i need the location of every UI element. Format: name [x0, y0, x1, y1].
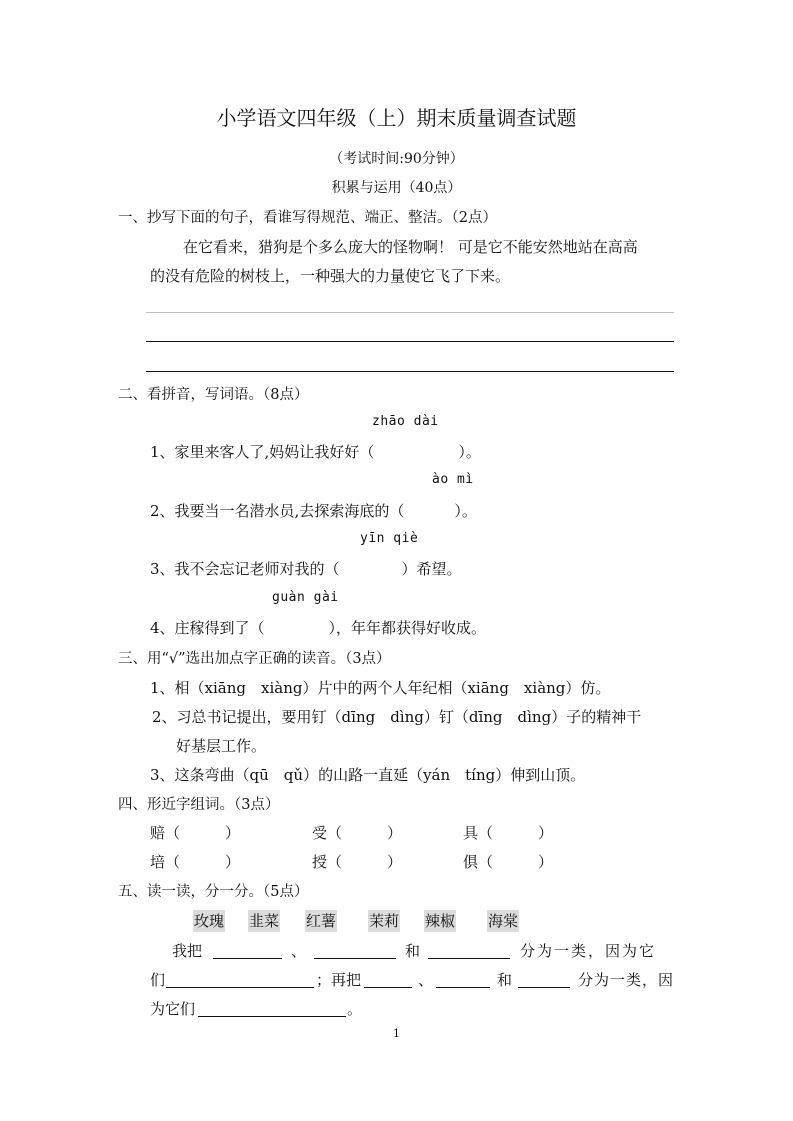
question-2-1-text: 1、家里来客人了,妈妈让我好好（	[150, 443, 375, 461]
page-number: 1	[393, 1027, 400, 1040]
question-2-4-text: 4、庄稼得到了（	[150, 619, 265, 637]
classify-blank-8[interactable]	[198, 1000, 346, 1019]
writing-line-3[interactable]	[146, 371, 674, 372]
classify-line-1-a: 我把	[172, 942, 203, 960]
question-2-3	[150, 558, 462, 579]
pinyin-1: zhāo dài	[372, 414, 439, 429]
word-group-2-2[interactable]: 授（ ）	[312, 853, 403, 871]
word-group-2-3[interactable]: 俱（ ）	[463, 853, 554, 871]
classify-line-2-e: 分为一类，因	[578, 971, 675, 989]
word-tag-5: 辣椒	[425, 912, 456, 930]
copy-sentence-line-2: 的没有危险的树枝上，一种强大的力量使它飞了下来。	[150, 267, 511, 285]
question-2-1-tail: ）。	[458, 443, 481, 461]
word-tag-1: 玫瑰	[194, 912, 225, 930]
word-group-1-1[interactable]: 赔（ ）	[150, 824, 241, 842]
question-2-1	[150, 441, 481, 462]
question-2-2-tail: ）。	[454, 502, 477, 520]
question-2-2	[150, 500, 477, 521]
classify-blank-5[interactable]	[364, 971, 412, 990]
classify-line-1-c: 和	[405, 942, 421, 960]
classify-blank-6[interactable]	[436, 971, 490, 990]
question-3-2-continued: 好基层工作。	[176, 737, 267, 755]
classify-line-1-d: 分为一类，因为它	[520, 942, 657, 960]
classify-line-2-c: 、	[418, 971, 434, 989]
question-2-4	[150, 617, 486, 638]
question-2-4-tail: ），年年都获得好收成。	[328, 619, 487, 637]
writing-line-1[interactable]	[146, 312, 674, 313]
question-2-3-text: 3、我不会忘记老师对我的（	[150, 560, 340, 578]
classify-blank-4[interactable]	[166, 971, 314, 990]
classify-line-3-b: 。	[347, 1000, 363, 1018]
classify-line-2-b: ；再把	[316, 971, 362, 989]
section-3-heading: 三、用“√”选出加点字正确的读音。（3点）	[118, 651, 391, 667]
classify-line-2-a: 们	[150, 971, 166, 989]
section-1-heading: 一、抄写下面的句子，看谁写得规范、端正、整洁。（2点）	[118, 210, 497, 226]
question-3-2[interactable]: 2、习总书记提出，要用钉（dīng dìng）钉（dīng dìng）子的精神干	[152, 708, 642, 726]
classify-blank-2[interactable]	[314, 942, 396, 961]
word-tag-2: 韭菜	[249, 912, 280, 930]
word-group-1-2[interactable]: 受（ ）	[312, 824, 403, 842]
word-tag-6: 海棠	[488, 912, 519, 930]
word-group-1-3[interactable]: 具（ ）	[463, 824, 554, 842]
exam-time: （考试时间:90分钟）	[329, 151, 464, 167]
question-3-1[interactable]: 1、相（xiāng xiàng）片中的两个人年纪相（xiāng xiàng）仿。	[150, 679, 611, 697]
classify-line-1-b: 、	[291, 942, 307, 960]
pinyin-2: ào mì	[432, 472, 474, 487]
writing-line-2[interactable]	[146, 341, 674, 342]
section-2-heading: 二、看拼音，写词语。（8点）	[118, 387, 309, 403]
classify-blank-7[interactable]	[518, 971, 570, 990]
question-3-3[interactable]: 3、这条弯曲（qū qǔ）的山路一直延（yán tíng）伸到山顶。	[150, 766, 586, 784]
word-tag-4: 茉莉	[369, 912, 400, 930]
pinyin-3: yīn qiè	[360, 531, 419, 546]
word-tag-3: 红薯	[306, 912, 337, 930]
section-4-heading: 四、形近字组词。（3点）	[118, 797, 280, 813]
word-group-2-1[interactable]: 培（ ）	[150, 853, 241, 871]
question-2-2-text: 2、我要当一名潜水员,去探索海底的（	[150, 502, 405, 520]
question-2-3-tail: ）希望。	[401, 560, 462, 578]
copy-sentence-line-1: 在它看来，猎狗是个多么庞大的怪物啊！ 可是它不能安然地站在高高	[183, 238, 638, 256]
classify-line-3-a: 为它们	[150, 1000, 196, 1018]
part-title: 积累与运用（40点）	[331, 180, 462, 196]
classify-blank-1[interactable]	[213, 942, 282, 961]
pinyin-4: guàn gài	[272, 590, 339, 605]
classify-line-2-d: 和	[497, 971, 513, 989]
classify-blank-3[interactable]	[428, 942, 510, 961]
section-5-heading: 五、读一读，分一分。（5点）	[118, 884, 309, 900]
page-title: 小学语文四年级（上）期末质量调查试题	[216, 106, 577, 130]
